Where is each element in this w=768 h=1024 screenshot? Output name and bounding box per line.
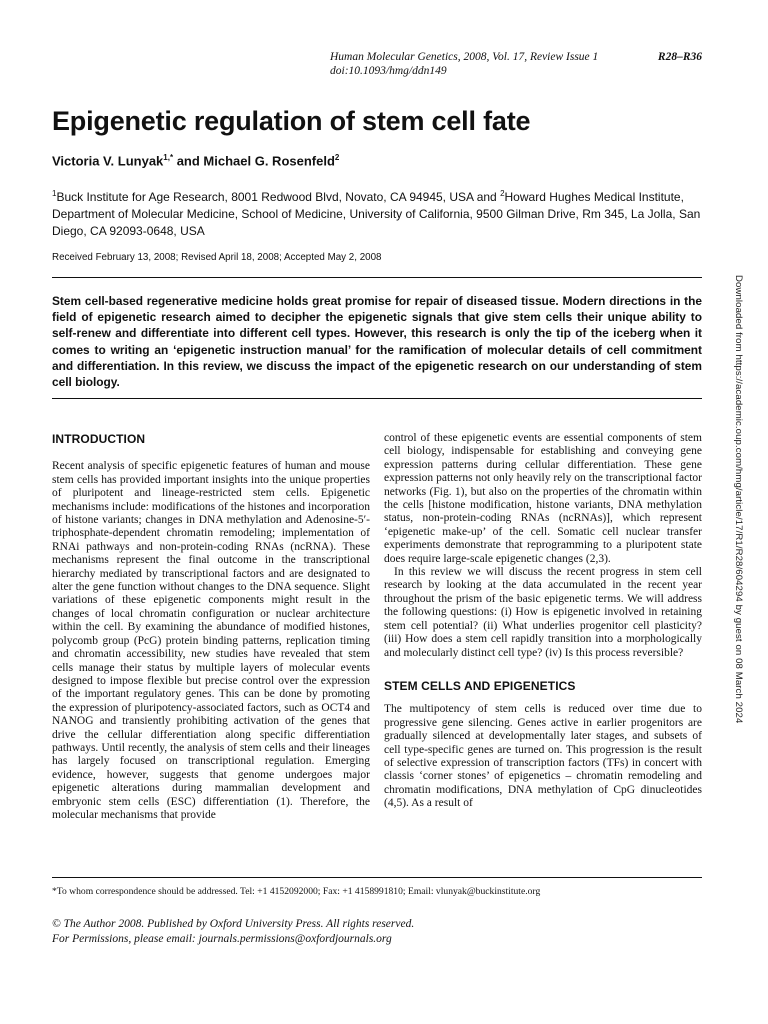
author-conjunction: and — [173, 153, 204, 169]
body-paragraph: The multipotency of stem cells is reduced over time due to progressive gene silencing. Genes active in earlier progenitors are gradually silenced at developmentally later stages, and subsets of cell type-specific genes are turned on. This progression is the result of selective expression of transcription factors (TFs) in concert with classis ‘corner stones’ of epigenetics – chromatin remodeling and chromatin modifications, DNA methylation of CpG dinucleotides (4,5). As a result of — [384, 703, 702, 810]
section-heading-stem-cells: STEM CELLS AND EPIGENETICS — [384, 678, 576, 693]
page-range: R28–R36 — [657, 51, 702, 63]
author-superscript: 2 — [334, 153, 340, 162]
authors — [52, 153, 339, 168]
body-paragraph: Recent analysis of specific epigenetic features of human and mouse stem cells has provided important insights into the unique properties of pluripotent and lineage-restricted stem cells. Epigenetic mechanisms include: modifications of the histones and incorporation of histone variants; changes in DNA methylation and Adenosine-5′-triphosphate-dependent chromatin remodeling; implementation of RNAi pathways and non-protein-coding RNAs (ncRNA). These mechanisms represent the final outcome in the transcriptional hierarchy mediated by transcriptional factors and are designated to alter the gene function without changes to the DNA sequence. Slight variations of these epigenetic components might result in the changes of local chromatin configuration or nuclear architecture within the cell. By examining the abundance of modified histones, polycomb group (PcG) protein binding patterns, replication timing and chromatin accessibility, new studies have revealed that stem cells manage their status by multiple layers of molecular events designed to impose flexible but precise control over the expression of the important regulatory genes. This can be done by promoting the expression of pluripotency-associated factors, such as OCT4 and NANOG and transiently prohibiting activation of the genes that drive the cellular differentiation along specific differentiation pathways. Until recently, the analysis of stem cells and their lineages has largely focused on transcriptional regulation. Emerging evidence, however, suggests that genome undergoes major epigenetic alterations during mammalian development and embryonic stem cells (ESC) differentiation (1). Therefore, the molecular mechanisms that provide — [52, 460, 370, 821]
author-superscript: 1,* — [163, 153, 174, 162]
correspondence-footnote: *To whom correspondence should be addressed. Tel: +1 4152092000; Fax: +1 4158991810; Email: vlunyak@buckinstitute.org — [52, 886, 541, 897]
affiliation-marker: 2 — [500, 189, 505, 198]
download-notice: Downloaded from https://academic.oup.com/hmg/article/17/R1/R28/604294 by guest on 08 March 2024 — [733, 275, 744, 724]
affiliation-text: Howard Hughes Medical Institute, Department of Molecular Medicine, School of Medicine, University of California, 9500 Gilman Drive, Rm 345, La Jolla, San Diego, CA 92093-0648, USA — [52, 190, 701, 238]
copyright-notice — [52, 917, 414, 947]
left-column — [52, 433, 370, 822]
affiliation-text: Buck Institute for Age Research, 8001 Redwood Blvd, Novato, CA 94945, USA and — [56, 190, 501, 204]
body-paragraph: In this review we will discuss the recent progress in stem cell research by looking at the data accumulated in the recent year throughout the prism of the basic epigenetic terms. We will address the following questions: (i) How is epigenetic involved in retaining stem cell potential? (ii) What underlies progenitor cell plasticity? (iii) How does a stem cell rapidly transition into a morphologically and molecularly distinct cell type? (iv) Is this process reversible? — [384, 566, 702, 659]
article-title: Epigenetic regulation of stem cell fate — [52, 106, 531, 136]
affiliations — [52, 185, 702, 240]
author-name: Michael G. Rosenfeld — [203, 153, 335, 169]
abstract-bottom-rule — [52, 398, 702, 399]
copyright-line: © The Author 2008. Published by Oxford University Press. All rights reserved. — [52, 918, 415, 930]
affiliation-marker: 1 — [52, 189, 57, 198]
journal-citation: Human Molecular Genetics, 2008, Vol. 17, Review Issue 1 — [330, 51, 599, 63]
body-paragraph: control of these epigenetic events are essential components of stem cell biology, indispensable for establishing and conveying gene expression patterns during cellular differentiation. These gene expression patterns not only heavily rely on the transcriptional factor networks (Fig. 1), but also on the properties of the chromatin within the cells [histone modification, histone variants, DNA methylation status, non-protein-coding RNAs (ncRNAs)], which represent ‘epigenetic make-up’ of the cell. Somatic cell nuclear transfer experiments demonstrate that reprogramming to a pluripotent state does require large-scale epigenetic changes (2,3). — [384, 432, 702, 565]
abstract: Stem cell-based regenerative medicine holds great promise for repair of diseased tissue. Modern directions in the field of epigenetic research aimed to decipher the epigenetic signals that give stem cells their unique ability to self-renew and differentiate into different cell types. However, this research is only the tip of the iceberg when it comes to writing an ‘epigenetic instruction manual’ for the ramification of molecular details of cell commitment and differentiation. In this review, we discuss the impact of the epigenetic research on our understanding of stem cell biology. — [52, 294, 702, 390]
permissions-line: For Permissions, please email: journals.permissions@oxfordjournals.org — [52, 933, 392, 945]
footnote-rule — [52, 877, 702, 878]
received-dates: Received February 13, 2008; Revised April 18, 2008; Accepted May 2, 2008 — [52, 252, 382, 263]
abstract-top-rule — [52, 277, 702, 278]
author-name: Victoria V. Lunyak — [52, 153, 164, 169]
doi: doi:10.1093/hmg/ddn149 — [330, 65, 447, 77]
right-column — [384, 432, 702, 811]
journal-header — [330, 50, 702, 78]
section-heading-introduction: INTRODUCTION — [52, 432, 146, 446]
